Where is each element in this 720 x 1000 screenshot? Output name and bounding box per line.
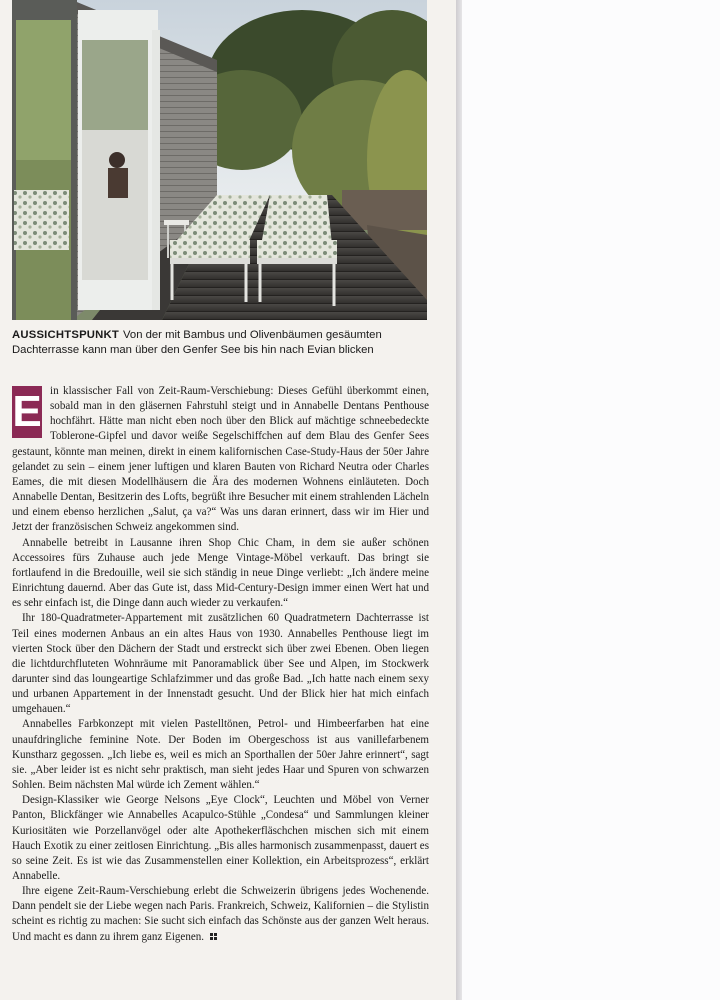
paragraph-text: Annabelles Farbkonzept mit vielen Pastelltönen, Petrol- und Himbeerfarben hat eine unaufdringliche feminine Note. Der Boden im Obergeschoss ist aus vanillefarbenem Kunstharz gegossen. „Ich liebe es, weil es mich an Sporthallen der 50er Jahre erinnert“, sagt sie. „Aber leider ist es nicht sehr praktisch, man sieht jedes Haar und Spuren von schwarzen Sohlen. Beim nächsten Mal würde ich Zement wählen.“ [12,718,429,792]
magazine-page-right-blank [462,0,720,1000]
photo-caption [12,328,427,357]
end-of-article-icon [210,933,217,940]
caption-label: AUSSICHTSPUNKT [12,329,119,341]
paragraph-text: Ihre eigene Zeit-Raum-Verschiebung erlebt die Schweizerin übrigens jedes Wochenende. Dann pendelt sie der Liebe wegen nach Paris. Frankreich, Schweiz, Kalifornien – die Stylistin scheint es richtig zu machen: Sie sucht sich einfach das Schönste aus der ganzen Welt heraus. Und macht es dann zu ihrem ganz Eigenen. [12,885,429,943]
drop-cap: E [12,387,42,436]
terrace-illustration [12,0,427,320]
article-paragraph [12,884,429,945]
terrace-photo [12,0,427,320]
article-body [12,384,429,945]
paragraph-text: Design-Klassiker wie George Nelsons „Eye Clock“, Leuchten und Möbel von Verner Panton, Blickfänger wie Annabelles Acapulco-Stühle „Condesa“ und Sammlungen kleiner Kuriositäten wie Porzellanvögel oder alte Apothekerfläschchen mischen sich mit einem Hauch Exotik zu einer zeitlosen Einrichtung. „Bis alles harmonisch zusammenpasst, dauert es so seine Zeit. Es ist wie das Zusammenstellen einer Kollektion, ein Arbeitsprozess“, erklärt Annabelle. [12,794,429,882]
article-paragraph [12,793,429,884]
article-paragraph [12,384,429,536]
article-paragraph [12,717,429,793]
article-paragraph [12,611,429,717]
paragraph-text: Annabelle betreibt in Lausanne ihren Shop Chic Cham, in dem sie außer schönen Accessoires fürs Zuhause auch jede Menge Vintage-Möbel verkauft. Das bringt sie fortlaufend in die Bredouille, weil sie sich ständig in neue Dinge verliebt: „Ich ändere meine Einrichtung dauernd. Aber das Gute ist, dass Mid-Century-Design immer einen Wert hat und es sehr einfach ist, die Dinge dann auch wieder zu verkaufen.“ [12,536,429,610]
paragraph-text: Ihr 180-Quadratmeter-Appartement mit zusätzlichen 60 Quadratmetern Dachterrasse ist Teil eines modernen Anbaus an ein altes Haus von 1930. Annabelles Penthouse liegt im vierten Stock über den Dächern der Stadt und erstreckt sich über zwei Ebenen. Oben liegen die lichtdurchfluteten Wohnräume mit Panoramablick über See und Alpen, im Stockwerk darunter sind das loungeartige Schlafzimmer und das große Bad. „Ich hatte nach einem sexy und urbanen Appartement in der Innenstadt gesucht. Und der Blick hier hat mich einfach umgehauen.“ [12,612,429,716]
paragraph-text: in klassischer Fall von Zeit-Raum-Verschiebung: Dieses Gefühl überkommt einen, sobald man in den gläsernen Fahrstuhl steigt und in Annabelle Dentans Penthouse hochfährt. Hätte man nicht eben noch über den Blick auf mächtige schneebedeckte Toblerone-Gipfel und davor weiße Segelschiffchen auf dem Blau des Genfer Sees gestaunt, könnte man meinen, direkt in einem kalifornischen Case-Study-Haus der 50er Jahre gelandet zu sein – einem jener luftigen und klaren Bauten von Richard Neutra oder Charles Eames, die mit diesen Modellhäusern die Ära des modernen Wohnens einläuteten. Doch Annabelle Dentan, Besitzerin des Lofts, begrüßt ihre Besucher mit einem strahlenden Lächeln und einem ebenso herzlichen „Salut, ça va?“ Was uns daran erinnert, dass wir im Hier und Jetzt der französischen Schweiz angekommen sind. [12,385,429,534]
article-paragraph [12,536,429,612]
caption-text: Von der mit Bambus und Olivenbäumen gesäumten Dachterrasse kann man über den Genfer See bis hin nach Evian blicken [12,329,382,356]
